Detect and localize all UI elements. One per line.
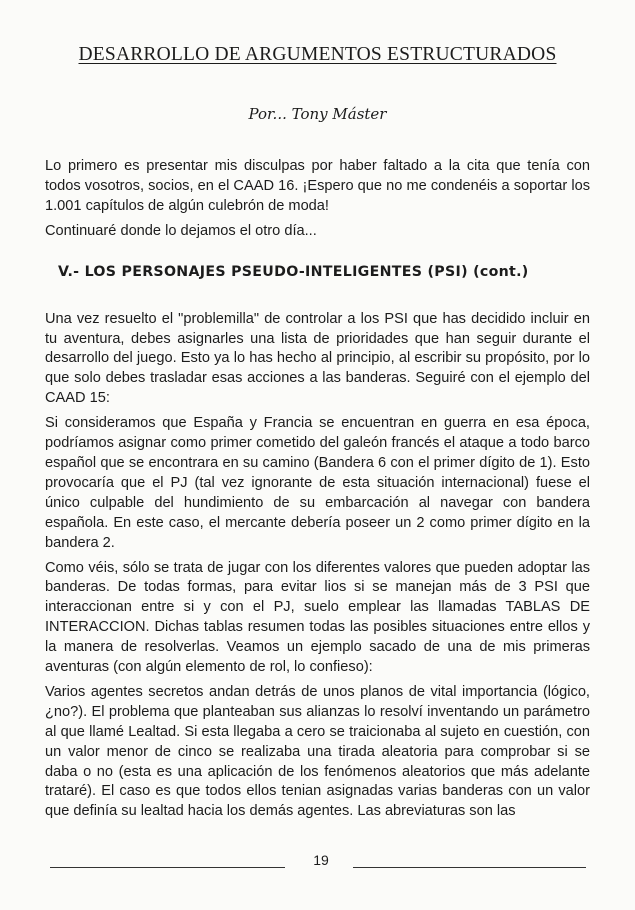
intro-paragraph: Lo primero es presentar mis disculpas por haber faltado a la cita que tenía con todos vosotros, socios, en el CAAD 16. ¡Espero que no me condenéis a soportar los 1.001 capítulos de algún culebrón de moda! xyxy=(45,158,590,214)
author-byline: Por... Tony Máster xyxy=(248,105,387,123)
section-heading: V.- LOS PERSONAJES PSEUDO-INTELIGENTES (PSI) (cont.) xyxy=(58,263,529,280)
page-number: 19 xyxy=(313,852,329,868)
body-paragraph: Como véis, sólo se trata de jugar con los diferentes valores que pueden adoptar las banderas. De todas formas, para evitar lios si se manejan más de 3 PSI que interaccionan entre si y con el PJ, suelo emplear las llamadas TABLAS DE INTERACCION. Dichas tablas resumen todas las posibles situaciones entre ellos y la manera de resolverlas. Veamos un ejemplo sacado de una de mis primeras aventuras (con algún elemento de rol, lo confieso): xyxy=(45,559,590,676)
intro-paragraph: Continuaré donde lo dejamos el otro día... xyxy=(45,222,317,239)
footer-rule-left xyxy=(50,867,285,868)
footer-rule-right xyxy=(353,867,586,868)
article-body xyxy=(45,157,590,827)
body-paragraph: Si consideramos que España y Francia se encuentran en guerra en esa época, podríamos asignar como primer cometido del galeón francés el ataque a todo barco español que se encontrara en su camino (Bandera 6 con el primer dígito de 1). Esto provocaría que el PJ (tal vez ignorante de esta situación internacional) fuese el único culpable del hundimiento de su embarcación al navegar con bandera española. En este caso, el mercante debería poseer un 2 como primer dígito en la bandera 2. xyxy=(45,415,590,551)
article-title: DESARROLLO DE ARGUMENTOS ESTRUCTURADOS xyxy=(78,44,557,65)
page-footer xyxy=(0,850,635,880)
body-paragraph: Varios agentes secretos andan detrás de unos planos de vital importancia (lógico, ¿no?). El problema que planteaban sus alianzas lo resolví inventando un parámetro al que llamé Lealtad. Si esta llegaba a cero se traicionaba al sujeto en cuestión, con un valor menor de cinco se realizaba una tirada aleatoria para comprobar si se daba o no (esta es una aplicación de los fenómenos aleatorios que más adelante trataré). El caso es que todos ellos tenian asignadas varias banderas con un valor que definía su lealtad hacia los demás agentes. Las abreviaturas son las xyxy=(45,683,590,820)
body-paragraph: Una vez resuelto el "problemilla" de controlar a los PSI que has decidido incluir en tu aventura, debes asignarles una lista de prioridades que han seguir durante el desarrollo del juego. Esto ya lo has hecho al principio, al escribir su propósito, por lo que solo debes trasladar esas acciones a las banderas. Seguiré con el ejemplo del CAAD 15: xyxy=(45,310,590,407)
